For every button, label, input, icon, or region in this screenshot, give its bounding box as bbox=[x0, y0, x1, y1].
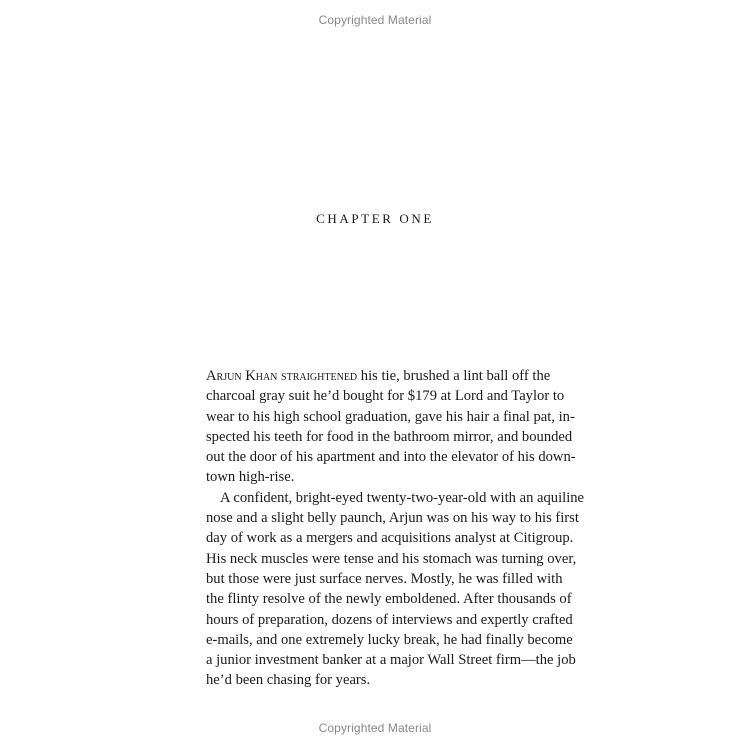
paragraph-1-line-1-text: his tie, brushed a lint ball off the bbox=[357, 368, 551, 384]
watermark-top: Copyrighted Material bbox=[318, 13, 432, 27]
paragraph-1-line-5: out the door of his apartment and into the elevator of his down- bbox=[206, 449, 576, 466]
paragraph-2-line-7: hours of preparation, dozens of interviews and expertly crafted bbox=[206, 611, 573, 628]
paragraph-2-line-1: A confident, bright-eyed twenty-two-year-old with an aquiline bbox=[220, 489, 585, 506]
paragraph-2-line-2: nose and a slight belly paunch, Arjun was on his way to his first bbox=[206, 510, 579, 527]
chapter-body bbox=[206, 366, 585, 691]
paragraph-1-line-1 bbox=[206, 366, 551, 386]
paragraph-2-line-9: a junior investment banker at a major Wall Street firm—the job bbox=[206, 652, 576, 669]
paragraph-2-line-8: e-mails, and one extremely lucky break, he had finally become bbox=[206, 631, 573, 648]
chapter-heading: CHAPTER ONE bbox=[316, 211, 434, 226]
paragraph-2-line-4: His neck muscles were tense and his stomach was turning over, bbox=[206, 550, 577, 567]
paragraph-2-line-10: he’d been chasing for years. bbox=[206, 672, 371, 689]
paragraph-1-line-3: wear to his high school graduation, gave his hair a final pat, in- bbox=[206, 408, 575, 425]
paragraph-2-line-5: but those were just surface nerves. Mostly, he was filled with bbox=[206, 570, 563, 587]
paragraph-1-line-4: spected his teeth for food in the bathroom mirror, and bounded bbox=[206, 428, 573, 445]
paragraph-2-line-3: day of work as a mergers and acquisitions analyst at Citigroup. bbox=[206, 530, 574, 547]
watermark-bottom: Copyrighted Material bbox=[318, 721, 432, 735]
opening-small-caps: Arjun Khan straightened bbox=[206, 368, 358, 384]
paragraph-1-line-6: town high-rise. bbox=[206, 469, 295, 486]
paragraph-2-line-6: the flinty resolve of the newly emboldened. After thousands of bbox=[206, 591, 572, 608]
paragraph-1-line-2: charcoal gray suit he’d bought for $179 at Lord and Taylor to bbox=[206, 388, 565, 405]
